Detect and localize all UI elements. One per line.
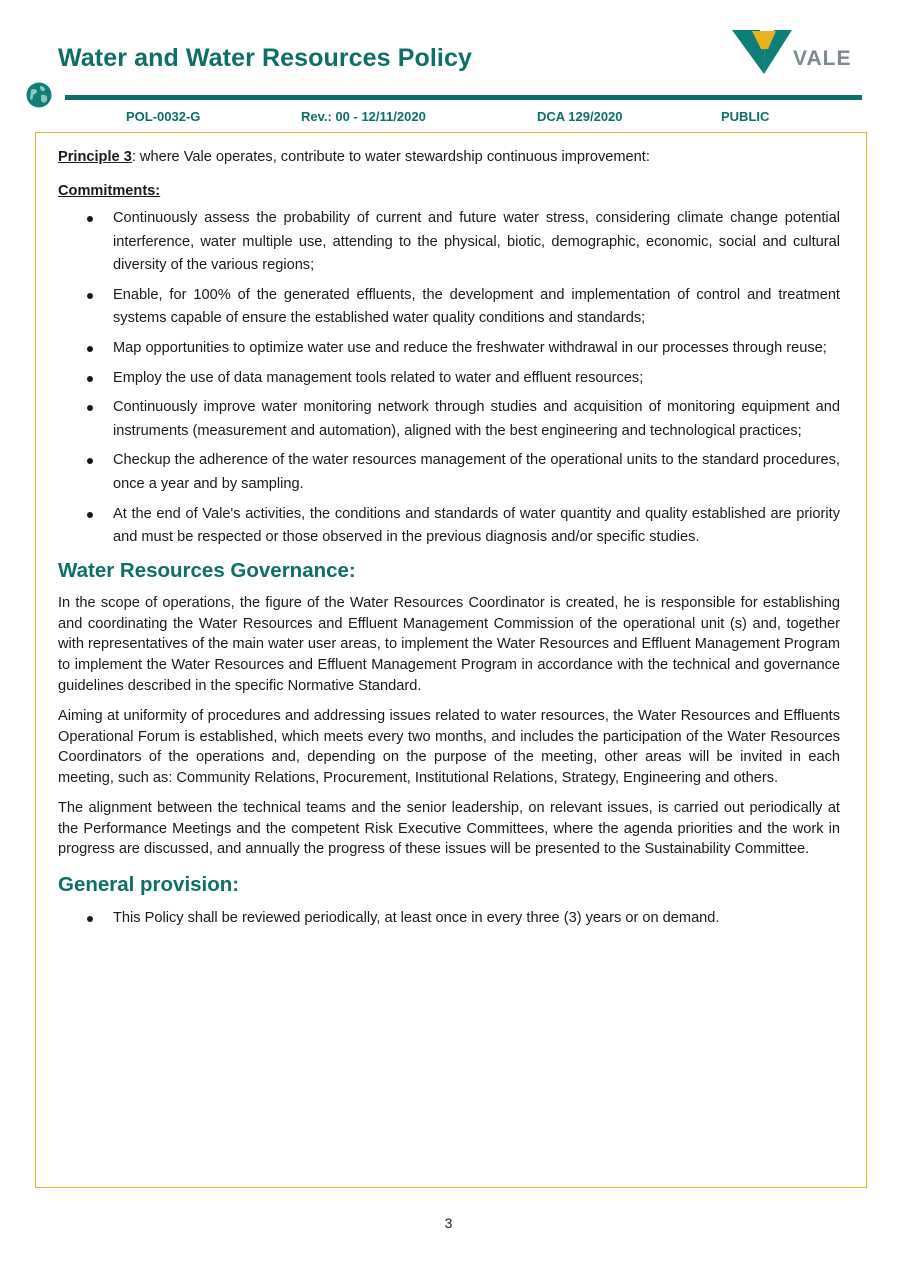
governance-paragraph: In the scope of operations, the figure of the Water Resources Coordinator is created, he is responsible for establishing and coordinating the Water Resources and Effluent Management Commission of the operational unit (s) and, together with representatives of the main water user areas, to implement the Water Resources and Effluent Management Program to implement the Water Resources and Effluent Management Program in accordance with the technical and governance guidelines described in the specific Normative Standard. [58,594,840,694]
logo-wordmark: VALE [793,47,852,70]
list-item: Continuously assess the probability of current and future water stress, considering climate change potential interference, water multiple use, attending to the physical, biotic, demographic, economic, social and cultural diversity of the various regions; [58,207,840,278]
list-item: Checkup the adherence of the water resources management of the operational units to the standard procedures, once a year and by sampling. [58,449,840,496]
revision-info: Rev.: 00 - 12/11/2020 [301,109,426,124]
vale-logo-mark-icon [730,27,792,77]
commitments-list [58,207,840,550]
governance-paragraph: Aiming at uniformity of procedures and addressing issues related to water resources, the Water Resources and Effluents Operational Forum is established, which meets every two months, and includes the participation of the Water Resources Coordinators of the operations and, depending on the purpose of the meeting, other areas will be invited in each meeting, such as: Community Relations, Procurement, Institutional Relations, Strategy, Engineering and others. [58,707,840,787]
list-item: This Policy shall be reviewed periodically, at least once in every three (3) years or on demand. [58,907,840,931]
dca-number: DCA 129/2020 [537,109,623,124]
commitments-heading: Commitments: [58,183,161,199]
list-item: Employ the use of data management tools related to water and effluent resources; [58,367,840,391]
governance-heading: Water Resources Governance: [58,558,356,582]
list-item: Map opportunities to optimize water use and reduce the freshwater withdrawal in our processes through reuse; [58,337,840,361]
document-body [58,146,840,937]
governance-paragraph: The alignment between the technical teams and the senior leadership, on relevant issues, is carried out periodically at the Performance Meetings and the competent Risk Executive Committees, where the agenda priorities and the work in progress are discussed, and annually the progress of these issues will be presented to the Sustainability Committee. [58,799,840,858]
document-title: Water and Water Resources Policy [58,44,472,72]
list-item: Enable, for 100% of the generated effluents, the development and implementation of control and treatment systems capable of ensure the established water quality conditions and standards; [58,284,840,331]
list-item: Continuously improve water monitoring network through studies and acquisition of monitoring equipment and instruments (measurement and automation), aligned with the best engineering and technological practices; [58,396,840,443]
general-provision-list [58,907,840,931]
policy-code: POL-0032-G [126,109,201,124]
globe-icon [26,82,52,108]
general-provision-heading: General provision: [58,873,240,897]
principle-text: : where Vale operates, contribute to water stewardship continuous improvement: [131,149,650,165]
classification-label: PUBLIC [721,109,770,124]
header-rule [65,95,862,100]
vale-logo [730,27,855,77]
list-item: At the end of Vale's activities, the conditions and standards of water quantity and quality established are priority and must be respected or those observed in the previous diagnosis and/or specific studies. [58,503,840,550]
principle-statement [58,146,840,169]
page-number: 3 [444,1215,453,1231]
principle-label: Principle 3 [58,149,132,165]
document-meta-row [0,109,897,125]
